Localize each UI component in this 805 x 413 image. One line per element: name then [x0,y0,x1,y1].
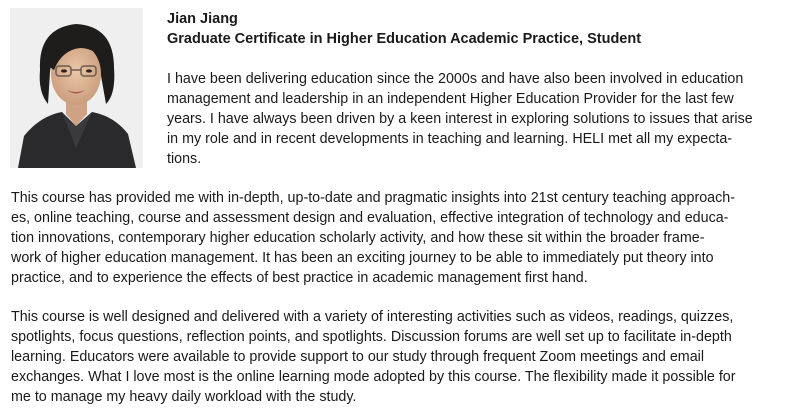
portrait-photo [10,8,143,168]
text-line: me to manage my heavy daily workload with the study. [11,389,357,405]
text-line: tions. [167,151,202,167]
text-line: exchanges. What I love most is the online learning mode adopted by this course. The flexibility made it possible for [11,369,736,385]
text-line: This course is well designed and delivered with a variety of interesting activities such as videos, readings, quizzes, [11,309,734,325]
text-line: I have been delivering education since the 2000s and have also been involved in education [167,71,744,87]
testimonial-paragraph-2 [11,307,736,407]
text-line: spotlights, focus questions, reflection points, and spotlights. Discussion forums are well set up to facilitate in-depth [11,329,732,345]
intro-paragraph [167,69,753,169]
person-portrait-icon [10,8,143,168]
person-role: Graduate Certificate in Higher Education Academic Practice, Student [167,31,642,47]
testimonial-paragraph-1 [11,188,735,288]
text-line: in my role and in recent developments in teaching and learning. HELI met all my expecta- [167,131,733,147]
text-line: management and leadership in an independent Higher Education Provider for the last few [167,91,734,107]
text-line: This course has provided me with in-depth, up-to-date and pragmatic insights into 21st century teaching approach- [11,190,735,206]
person-name: Jian Jiang [167,11,238,27]
text-line: years. I have always been driven by a keen interest in exploring solutions to issues that arise [167,111,753,127]
text-line: work of higher education management. It has been an exciting journey to be able to immediately put theory into [11,250,714,266]
text-line: learning. Educators were available to provide support to our study through frequent Zoom meetings and email [11,349,705,365]
text-line: tion innovations, contemporary higher education scholarly activity, and how these sit within the broader frame- [11,230,705,246]
text-line: practice, and to experience the effects of best practice in academic management first hand. [11,270,588,286]
text-line: es, online teaching, course and assessment design and evaluation, effective integration of technology and educa- [11,210,729,226]
